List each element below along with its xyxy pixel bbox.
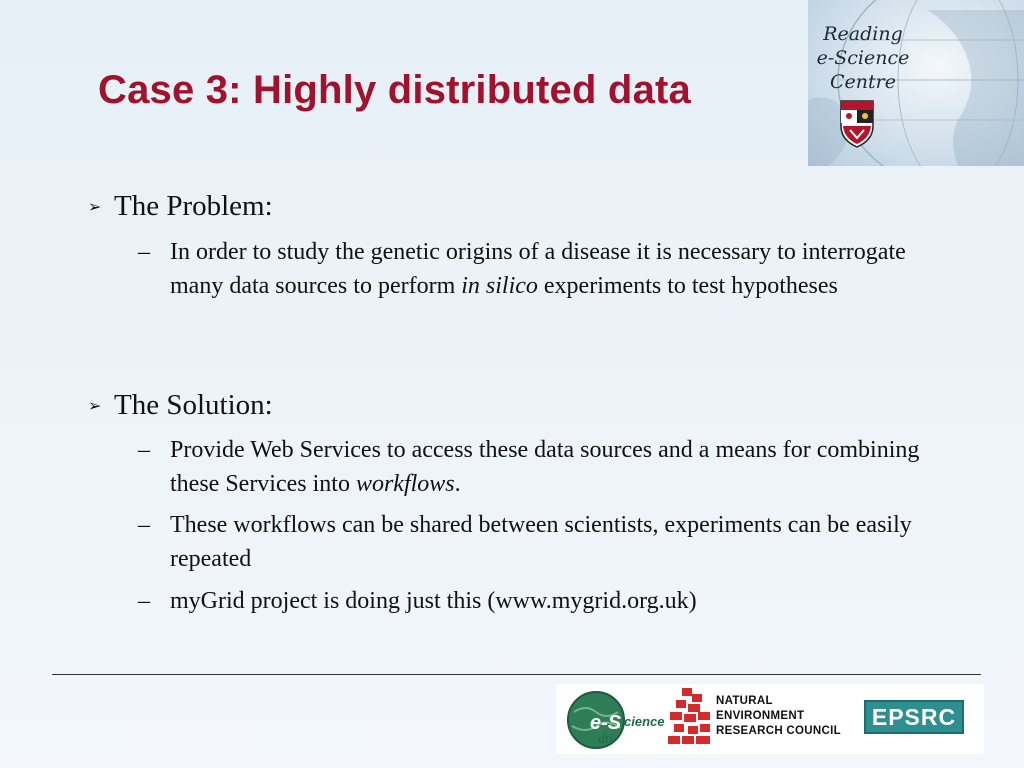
dash-bullet-icon: – — [138, 437, 150, 463]
epsrc-logo: EPSRC — [864, 700, 964, 734]
sub-bullet-text: myGrid project is doing just this (www.mygrid.org.uk) — [170, 588, 697, 614]
escience-logo-word: cience — [624, 714, 665, 729]
chevron-bullet-icon: ➢ — [88, 199, 102, 216]
chevron-bullet-icon: ➢ — [88, 398, 102, 415]
logo-line-reading: Reading — [823, 23, 903, 45]
bullet-heading: The Solution: — [114, 389, 273, 421]
dash-bullet-icon: – — [138, 512, 150, 538]
sub-bullet — [138, 235, 938, 303]
escience-logo-dti: dti — [598, 732, 613, 747]
sub-bullet-text: These workflows can be shared between scientists, experiments can be easily repeated — [170, 512, 912, 572]
logo-line-escience: e-Science — [816, 47, 910, 69]
sub-bullet-text: Provide Web Services to access these data sources and a means for combining these Services into workflows. — [170, 437, 920, 497]
emphasis-text: in silico — [461, 273, 538, 299]
sub-bullet-text: In order to study the genetic origins of a disease it is necessary to interrogate many data sources to perform in silico experiments to test hypotheses — [170, 239, 906, 299]
emphasis-text: workflows — [355, 471, 455, 497]
dash-bullet-icon: – — [138, 588, 150, 614]
nerc-logo-text: NATURAL ENVIRONMENT RESEARCH COUNCIL — [716, 695, 841, 737]
slide-title: Case 3: Highly distributed data — [98, 68, 691, 112]
university-crest-icon — [840, 100, 874, 148]
escience-logo-s: e-S — [590, 712, 622, 734]
bullet-heading: The Problem: — [114, 190, 273, 222]
nerc-logo-icon — [668, 688, 712, 746]
dash-bullet-icon: – — [138, 239, 150, 265]
bullet-problem — [88, 190, 273, 223]
sub-bullet — [138, 508, 938, 576]
sub-bullet — [138, 433, 938, 501]
sub-bullet — [138, 584, 938, 618]
logo-line-centre: Centre — [830, 71, 896, 93]
sponsor-logos — [556, 684, 984, 754]
reading-escience-logo — [808, 0, 1024, 166]
bullet-solution — [88, 389, 273, 422]
footer-divider — [52, 674, 981, 675]
